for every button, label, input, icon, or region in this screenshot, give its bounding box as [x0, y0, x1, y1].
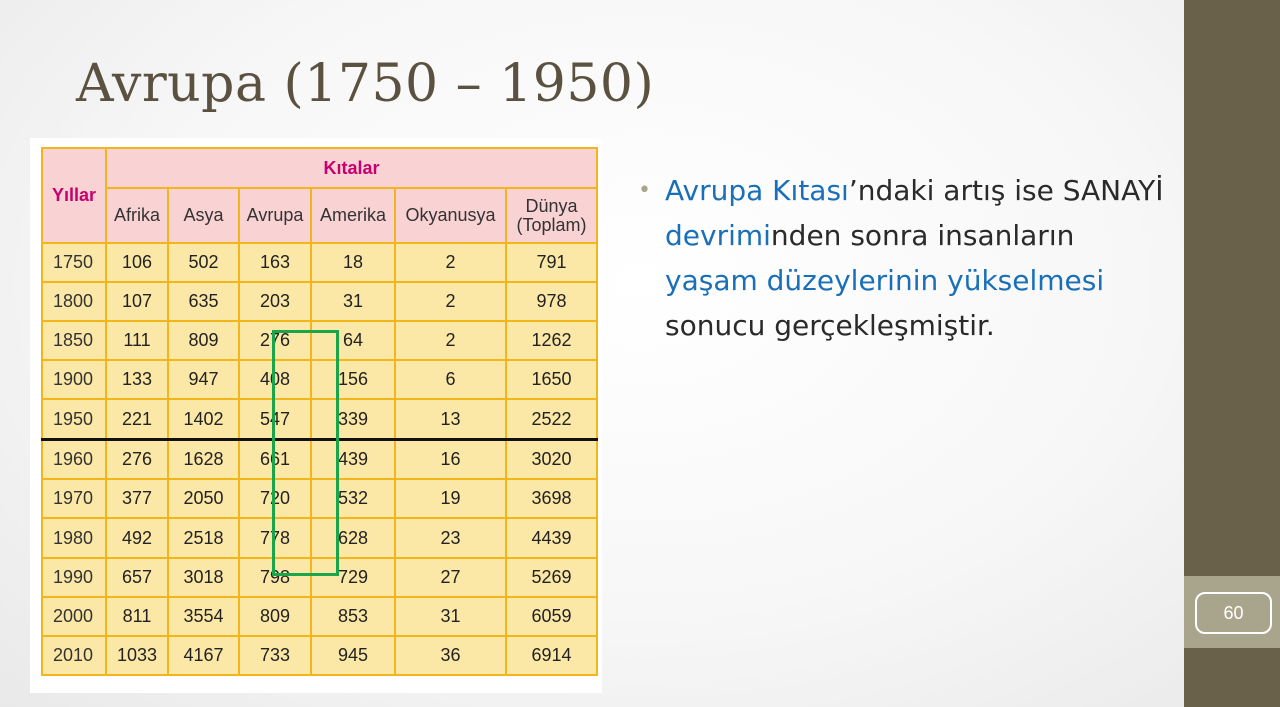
value-cell: 532 — [311, 479, 395, 518]
value-cell: 16 — [395, 439, 506, 479]
continents-header: Kıtalar — [106, 148, 597, 188]
column-header: Amerika — [311, 188, 395, 243]
table-row — [42, 243, 597, 282]
year-cell: 1980 — [42, 518, 106, 557]
value-cell: 720 — [239, 479, 311, 518]
column-header: Afrika — [106, 188, 168, 243]
year-cell: 1800 — [42, 282, 106, 321]
value-cell: 18 — [311, 243, 395, 282]
value-cell: 809 — [168, 321, 239, 360]
value-cell: 64 — [311, 321, 395, 360]
body-text: ’ndaki artış ise SANAYİ — [848, 174, 1164, 207]
value-cell: 163 — [239, 243, 311, 282]
page-number: 60 — [1195, 592, 1272, 634]
years-header: Yıllar — [42, 148, 106, 243]
table-row — [42, 558, 597, 597]
value-cell: 811 — [106, 597, 168, 636]
year-cell: 1970 — [42, 479, 106, 518]
value-cell: 111 — [106, 321, 168, 360]
table-row — [42, 597, 597, 636]
value-cell: 1262 — [506, 321, 597, 360]
year-cell: 2000 — [42, 597, 106, 636]
value-cell: 547 — [239, 399, 311, 439]
value-cell: 106 — [106, 243, 168, 282]
emphasis-text: devrimi — [665, 219, 771, 252]
year-cell: 1850 — [42, 321, 106, 360]
value-cell: 31 — [395, 597, 506, 636]
value-cell: 19 — [395, 479, 506, 518]
value-cell: 2 — [395, 321, 506, 360]
year-cell: 1750 — [42, 243, 106, 282]
value-cell: 657 — [106, 558, 168, 597]
value-cell: 377 — [106, 479, 168, 518]
value-cell: 2 — [395, 243, 506, 282]
population-table-panel — [30, 138, 602, 693]
value-cell: 23 — [395, 518, 506, 557]
year-cell: 1990 — [42, 558, 106, 597]
value-cell: 3020 — [506, 439, 597, 479]
emphasis-text: yaşam düzeylerinin yükselmesi — [665, 264, 1105, 297]
value-cell: 203 — [239, 282, 311, 321]
year-cell: 2010 — [42, 636, 106, 675]
value-cell: 221 — [106, 399, 168, 439]
body-text: nden sonra insanların — [770, 219, 1075, 252]
value-cell: 661 — [239, 439, 311, 479]
value-cell: 2 — [395, 282, 506, 321]
value-cell: 853 — [311, 597, 395, 636]
value-cell: 2050 — [168, 479, 239, 518]
value-cell: 502 — [168, 243, 239, 282]
value-cell: 276 — [239, 321, 311, 360]
table-row — [42, 360, 597, 399]
body-text: sonucu gerçekleşmiştir. — [665, 309, 995, 342]
value-cell: 1628 — [168, 439, 239, 479]
year-cell: 1960 — [42, 439, 106, 479]
value-cell: 13 — [395, 399, 506, 439]
value-cell: 31 — [311, 282, 395, 321]
value-cell: 3554 — [168, 597, 239, 636]
value-cell: 798 — [239, 558, 311, 597]
table-row — [42, 439, 597, 479]
table-row — [42, 479, 597, 518]
year-cell: 1950 — [42, 399, 106, 439]
value-cell: 3018 — [168, 558, 239, 597]
value-cell: 439 — [311, 439, 395, 479]
value-cell: 4167 — [168, 636, 239, 675]
column-header: Asya — [168, 188, 239, 243]
value-cell: 978 — [506, 282, 597, 321]
bullet-marker: • — [638, 178, 651, 203]
value-cell: 6059 — [506, 597, 597, 636]
year-cell: 1900 — [42, 360, 106, 399]
value-cell: 5269 — [506, 558, 597, 597]
value-cell: 408 — [239, 360, 311, 399]
value-cell: 1033 — [106, 636, 168, 675]
value-cell: 635 — [168, 282, 239, 321]
value-cell: 2522 — [506, 399, 597, 439]
population-table — [41, 147, 598, 676]
value-cell: 339 — [311, 399, 395, 439]
value-cell: 107 — [106, 282, 168, 321]
value-cell: 6 — [395, 360, 506, 399]
emphasis-text: Avrupa Kıtası — [665, 174, 849, 207]
value-cell: 36 — [395, 636, 506, 675]
table-row — [42, 282, 597, 321]
value-cell: 4439 — [506, 518, 597, 557]
value-cell: 6914 — [506, 636, 597, 675]
table-row — [42, 321, 597, 360]
value-cell: 945 — [311, 636, 395, 675]
value-cell: 947 — [168, 360, 239, 399]
slide-title: Avrupa (1750 – 1950) — [76, 54, 655, 114]
column-header: Dünya (Toplam) — [506, 188, 597, 243]
column-header: Avrupa — [239, 188, 311, 243]
value-cell: 791 — [506, 243, 597, 282]
value-cell: 156 — [311, 360, 395, 399]
table-body — [42, 243, 597, 675]
value-cell: 729 — [311, 558, 395, 597]
value-cell: 3698 — [506, 479, 597, 518]
value-cell: 492 — [106, 518, 168, 557]
value-cell: 778 — [239, 518, 311, 557]
table-row — [42, 518, 597, 557]
value-cell: 27 — [395, 558, 506, 597]
value-cell: 276 — [106, 439, 168, 479]
column-header: Okyanusya — [395, 188, 506, 243]
value-cell: 133 — [106, 360, 168, 399]
value-cell: 1402 — [168, 399, 239, 439]
value-cell: 2518 — [168, 518, 239, 557]
table-row — [42, 399, 597, 439]
value-cell: 809 — [239, 597, 311, 636]
value-cell: 733 — [239, 636, 311, 675]
value-cell: 1650 — [506, 360, 597, 399]
bullet-text — [665, 168, 1165, 348]
table-row — [42, 636, 597, 675]
value-cell: 628 — [311, 518, 395, 557]
